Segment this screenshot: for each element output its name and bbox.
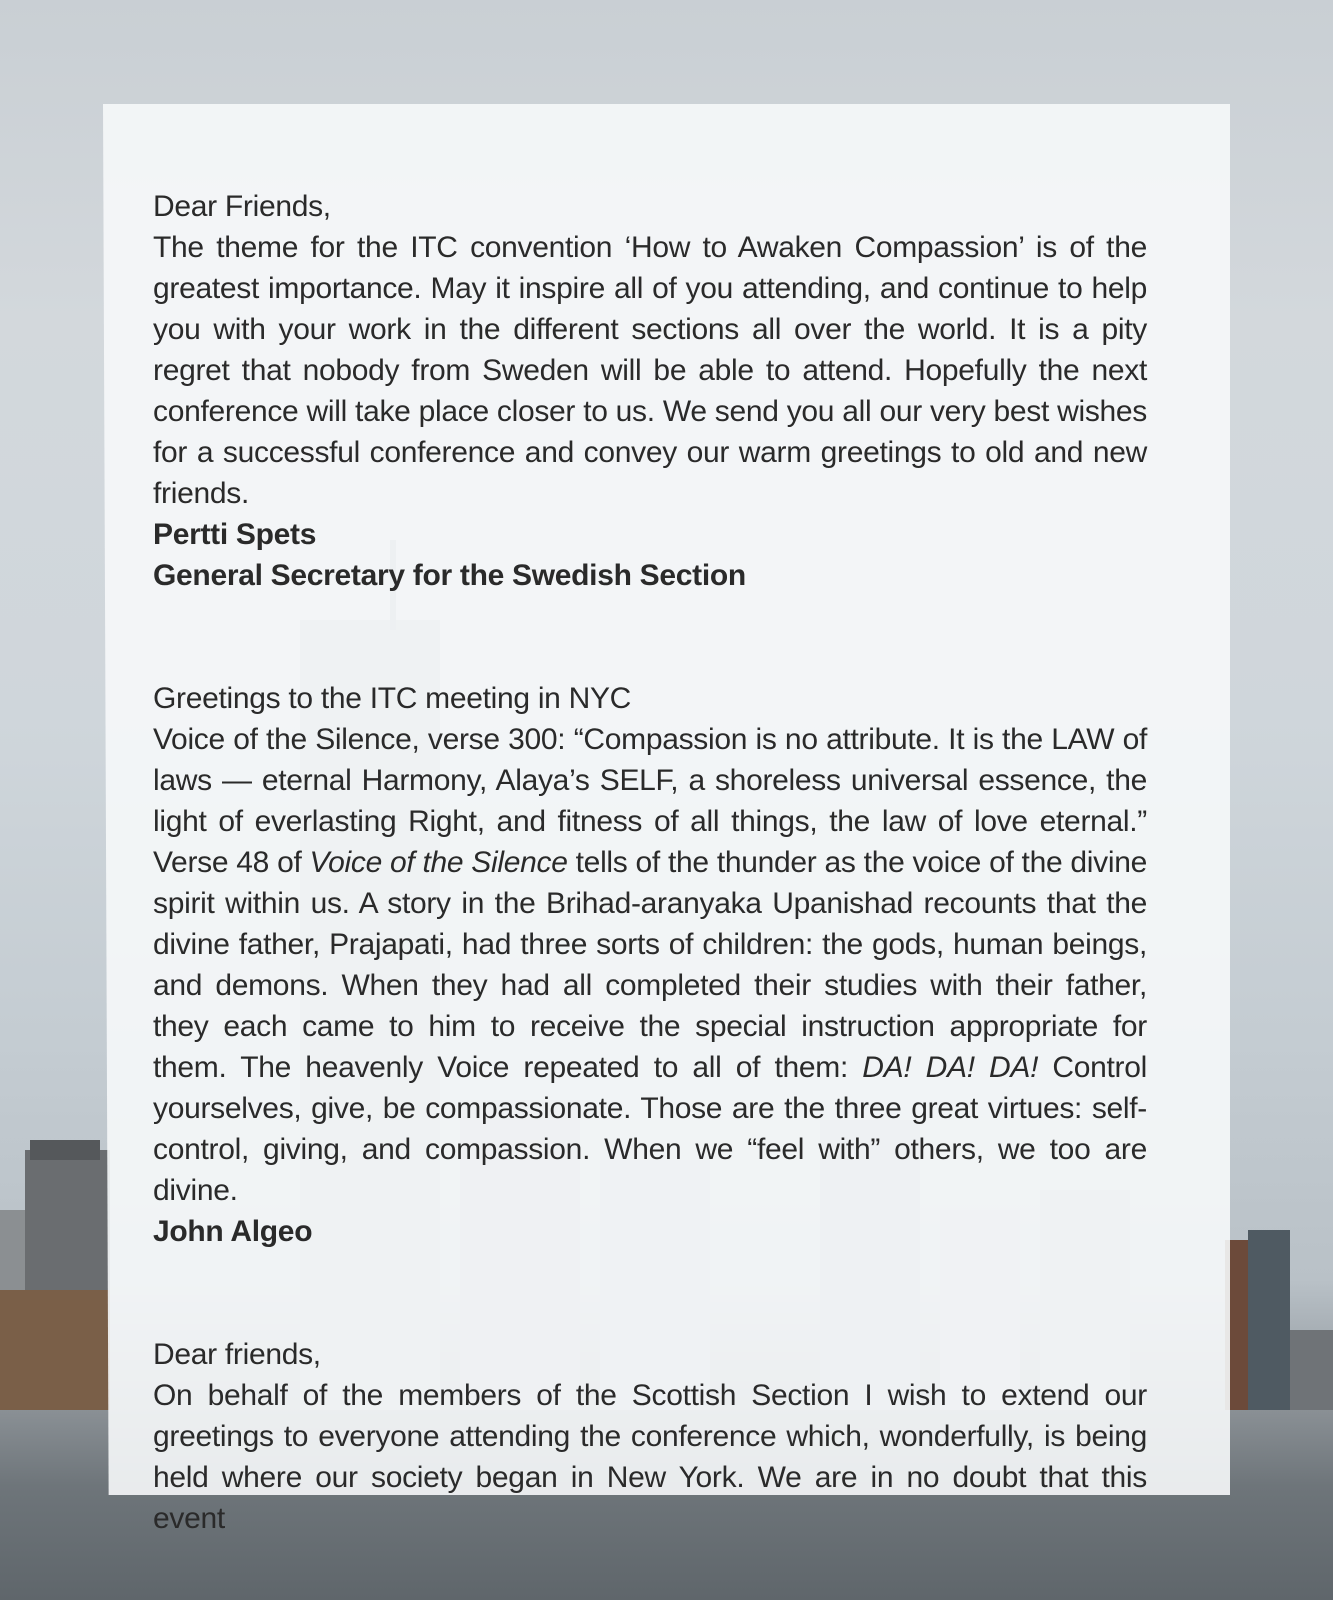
letter-body: The theme for the ITC convention ‘How to Awaken Compassion’ is of the greatest importance. May it inspire all of you attending, and continue to help you with your work in the different sections all over the world. It is a pity regret that nobody from Sweden will be able to attend. Hopefully the next conference will take place closer to us. We send you all our very best wishes for a successful conference and convey our warm greetings to old and new friends. [153,231,1147,510]
signature-title: General Secretary for the Swedish Section [153,559,746,592]
signature-name: John Algeo [153,1215,313,1248]
letter-body: On behalf of the members of the Scottish Section I wish to extend our greetings to everyone attending the conference which, wonderfully, is being held where our society began in New York. We are in no doubt that this event [153,1379,1147,1535]
letter-john-algeo [153,678,1147,1252]
letter-swedish-section [153,186,1147,596]
letter-body [153,719,1147,1211]
letter-scottish-section [153,1334,1147,1539]
letters-column [153,186,1147,1539]
letter-salutation: Greetings to the ITC meeting in NYC [153,682,632,715]
building-shape [0,1290,110,1410]
body-text-segment: Control yourselves, give, be compassionate. Those are the three great virtues: self-control, giving, and compassion. When we “feel with” others, we too are divine. [153,1051,1147,1207]
body-text-segment: tells of the thunder as the voice of the divine spirit within us. A story in the Brihad-aranyaka Upanishad recounts that the divine father, Prajapati, had three sorts of children: the gods, human beings, and demons. When they had all completed their studies with their father, they each came to him to receive the special instruction appropriate for them. The heavenly Voice repeated to all of them: [153,846,1147,1084]
book-title-italic: Voice of the Silence [309,846,568,879]
building-shape [1248,1230,1290,1410]
signature-name: Pertti Spets [153,518,317,551]
building-shape [1290,1330,1333,1410]
mantra-italic: DA! DA! DA! [862,1051,1039,1084]
letter-salutation: Dear Friends, [153,190,331,223]
building-shape [30,1140,100,1160]
body-text-segment: Voice of the Silence, verse 300: “Compassion is no attribute. It is the LAW of laws — eternal Harmony, Alaya’s SELF, a shoreless universal essence, the light of everlasting Right, and fitness of all things, the law of love eternal.” Verse 48 of [153,723,1147,879]
letter-salutation: Dear friends, [153,1338,321,1371]
